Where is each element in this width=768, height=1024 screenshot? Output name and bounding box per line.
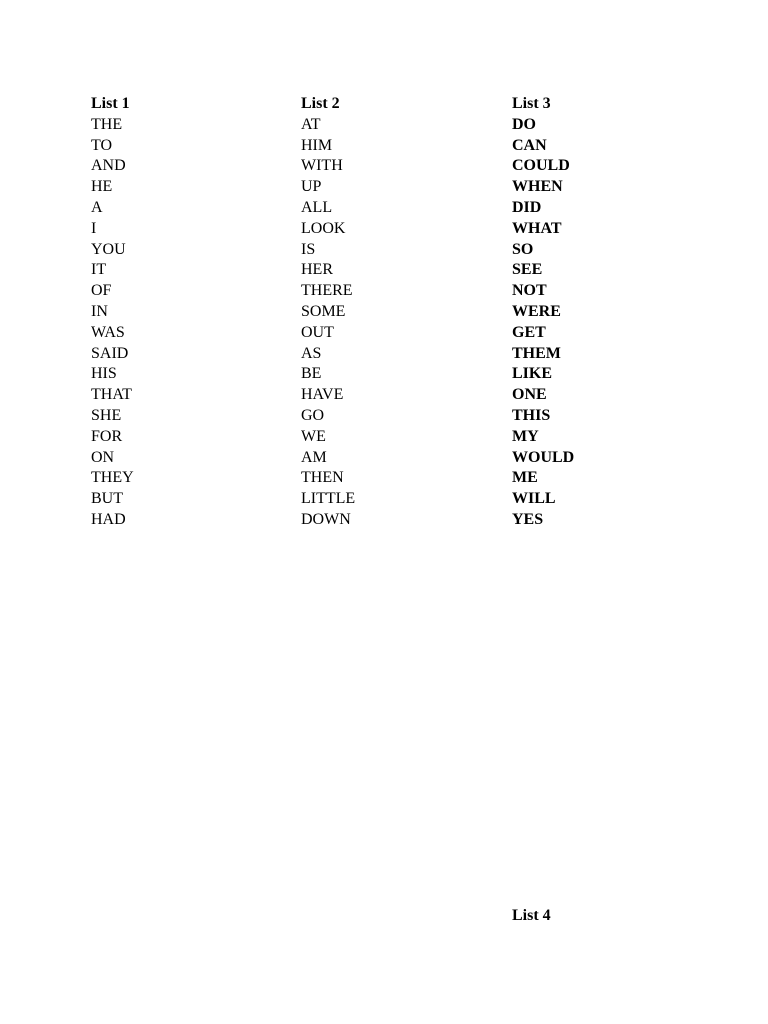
word-item: IS [301,240,316,258]
word-item: WHAT [512,219,562,237]
word-item: SAID [91,344,129,362]
word-item: THERE [301,282,353,300]
word-item: DID [512,198,542,216]
word-item: THEY [91,469,134,487]
word-item: WHEN [512,178,563,196]
word-item: YES [512,510,544,528]
word-item: CAN [512,136,547,154]
list-2-words [301,115,481,531]
list-3-words [512,115,692,531]
word-item: HIS [91,365,117,383]
word-item: BE [301,365,322,383]
word-item: LIKE [512,365,553,383]
word-item: THEN [301,469,344,487]
word-item: HER [301,261,333,279]
list-1-heading: List 1 [91,95,130,112]
list-1-words [91,115,271,531]
word-item: HAD [91,510,126,528]
word-item: DO [512,115,536,133]
list-2-heading: List 2 [301,95,340,112]
word-item: AS [301,344,322,362]
word-item: I [91,219,97,237]
word-item: HAVE [301,386,344,404]
word-item: WERE [512,302,561,320]
word-item: BUT [91,490,123,508]
word-item: AM [301,448,327,466]
word-item: FOR [91,427,123,445]
word-item: ON [91,448,115,466]
word-item: AND [91,157,126,175]
word-item: OF [91,282,112,300]
word-item: WE [301,427,326,445]
word-item: LOOK [301,219,346,237]
word-item: WITH [301,157,343,175]
word-item: SEE [512,261,543,279]
word-item: GET [512,323,546,341]
list-2-column [301,94,481,531]
word-item: THEM [512,344,561,362]
word-item: MY [512,427,539,445]
word-item: OUT [301,323,334,341]
word-item: ONE [512,386,547,404]
word-item: THIS [512,406,551,424]
word-item: THAT [91,386,132,404]
word-item: GO [301,406,325,424]
word-item: SO [512,240,534,258]
list-1-column [91,94,271,531]
word-item: THE [91,115,123,133]
word-item: NOT [512,282,547,300]
word-item: ALL [301,198,333,216]
word-item: AT [301,115,321,133]
word-item: LITTLE [301,490,356,508]
word-item: IT [91,261,107,279]
word-item: UP [301,178,322,196]
list-3-heading: List 3 [512,95,551,112]
word-item: ME [512,469,538,487]
list-3-column [512,94,692,531]
word-item: DOWN [301,510,351,528]
word-item: WOULD [512,448,575,466]
word-item: SOME [301,302,346,320]
word-item: SHE [91,406,122,424]
word-item: IN [91,302,108,320]
word-item: A [91,198,103,216]
word-item: TO [91,136,113,154]
word-item: COULD [512,157,570,175]
word-item: HE [91,178,113,196]
word-item: WAS [91,323,125,341]
word-item: WILL [512,490,556,508]
list-4-heading: List 4 [512,907,551,924]
word-item: YOU [91,240,126,258]
word-item: HIM [301,136,333,154]
